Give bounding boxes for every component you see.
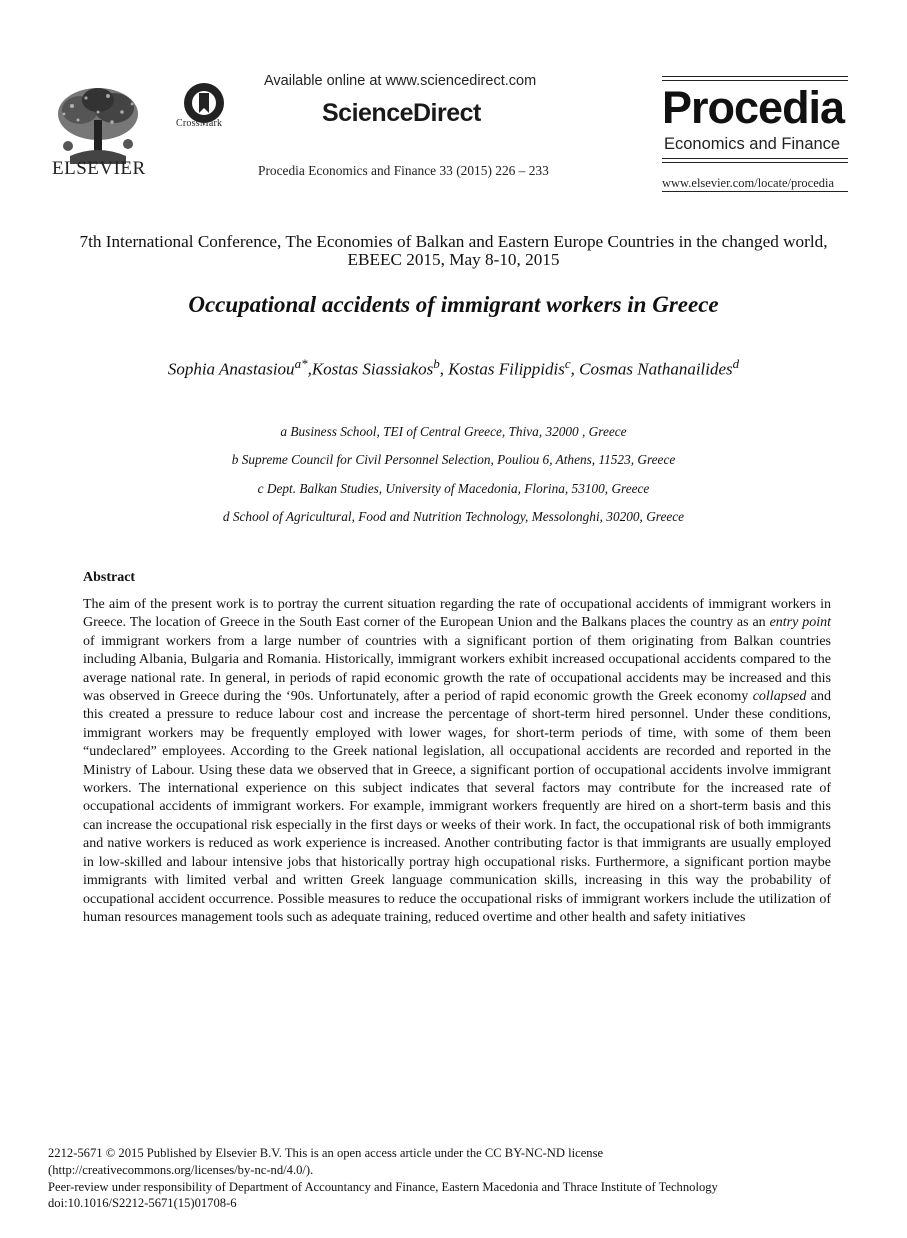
- procedia-rule-mid: [662, 158, 848, 159]
- affiliation-b: b Supreme Council for Civil Personnel Selection, Pouliou 6, Athens, 11523, Greece: [231, 452, 676, 467]
- procedia-rule-top-2: [662, 80, 848, 81]
- paren: ).: [305, 1162, 314, 1177]
- journal-citation: Procedia Economics and Finance 33 (2015) 226 – 233: [258, 163, 549, 178]
- doi-line: doi:10.1016/S2212-5671(15)01708-6: [48, 1196, 237, 1211]
- abstract-text: of immigrant workers from a large number of countries with a significant portion of them originating from Balkan countries including Albania, Bulgaria and Romania. Historically, immigrant workers exhibit increased occupational accidents compared to the average national rate. In general, in periods of rapid economic growth the rate of occupational accidents may be increased and this was observed in Greece during the ‘90s. Unfortunately, after a period of rapid economic growth the Greek economy: [83, 633, 831, 705]
- abstract-heading: Abstract: [83, 570, 136, 585]
- license-url-link[interactable]: http://creativecommons.org/licenses/by-nc-nd/4.0/: [52, 1162, 306, 1177]
- peer-review-line: Peer-review under responsibility of Department of Accountancy and Finance, Eastern Macedonia and Thrace Institute of Technology: [48, 1179, 718, 1194]
- affiliation-d: d School of Agricultural, Food and Nutrition Technology, Messolonghi, 30200, Greece: [222, 509, 685, 524]
- procedia-rule-top: [662, 76, 848, 77]
- abstract-text: and this created a pressure to reduce labour cost and increase the percentage of short-term hired personnel. Under these conditions, immigrant workers may be frequently employed with lower wages, for short-term periods of time, with some of them been “undeclared” employees. According to the Greek national legislation, all occupational accidents are recorded and reported in the Ministry of Labour. Using these data we observed that in Greece, a significant portion of occupational accidents involve immigrant workers. The international experience on this subject indicates that several factors may contribute for the increased rate of occupational accidents of immigrant workers. For example, immigrant workers frequently are hired on a short-term basis and this can increase the occupational risk especially in the first days or weeks of their work. In fact, the occupational risk of both immigrants and native workers is reduced as work experience is increased. Another contributing factor is that immigrants are usually employed in low-skilled and labour intensive jobs that historically portray high occupational risks. Furthermore, a significant portion maybe immigrants with limited verbal and written Greek language communication skills, increasing in this way the probability of occupational accident occurrence. Possible measures to reduce the occupational risks of immigrant workers include the utilization of human resources management tools such as adequate training, reduced overtime and other health and safety initiatives: [83, 689, 832, 925]
- author-affiliation-mark: b: [433, 356, 440, 371]
- procedia-url-link[interactable]: www.elsevier.com/locate/procedia: [662, 176, 835, 190]
- procedia-title: Procedia: [662, 82, 845, 133]
- author-name: Cosmas Nathanailides: [579, 359, 733, 379]
- sciencedirect-logo[interactable]: ScienceDirect: [322, 99, 481, 127]
- available-online-link[interactable]: Available online at www.sciencedirect.com: [264, 73, 537, 89]
- affiliation-a: a Business School, TEI of Central Greece, Thiva, 32000 , Greece: [280, 424, 627, 439]
- license-line: 2212-5671 © 2015 Published by Elsevier B.V. This is an open access article under the CC BY-NC-ND license: [48, 1146, 604, 1160]
- abstract-body: [83, 596, 831, 927]
- paren: (: [48, 1162, 53, 1177]
- elsevier-wordmark: ELSEVIER: [52, 158, 146, 179]
- affiliation-c: c Dept. Balkan Studies, University of Macedonia, Florina, 53100, Greece: [257, 481, 650, 496]
- paper-title: Occupational accidents of immigrant workers in Greece: [188, 292, 719, 317]
- author-affiliation-mark: c: [564, 356, 571, 371]
- crossmark-label: CrossMark: [176, 118, 223, 129]
- abstract-text: The aim of the present work is to portray the current situation regarding the rate of occupational accidents of immigrant workers in Greece. The location of Greece in the South East corner of the European Union and the Balkans places the country as an: [83, 597, 831, 631]
- procedia-subtitle: Economics and Finance: [664, 135, 841, 153]
- footer-notes: [48, 1145, 868, 1212]
- abstract-emphasis: collapsed: [752, 689, 807, 705]
- author-name: Kostas Filippidis: [448, 359, 565, 379]
- license-url-line: [48, 1162, 868, 1179]
- author-affiliation-mark: a*: [294, 356, 308, 371]
- author-list: Sophia Anastasiou$^{a*}$,Kostas Siassiakos$^b$, Kostas Filippidis$^c$, Cosmas Nathanailides$^d$: [167, 356, 740, 379]
- conference-name: 7th International Conference, The Economies of Balkan and Eastern Europe Countries in the changed world, EBEEC 2015, May 8-10, 2015: [79, 232, 828, 269]
- author-affiliation-mark: d: [732, 356, 740, 371]
- procedia-rule-bottom: [662, 191, 848, 192]
- author-name: Sophia Anastasiou: [167, 359, 295, 379]
- procedia-rule-mid-2: [662, 162, 848, 163]
- author-name: Kostas Siassiakos: [311, 359, 434, 379]
- abstract-emphasis: entry point: [769, 615, 832, 631]
